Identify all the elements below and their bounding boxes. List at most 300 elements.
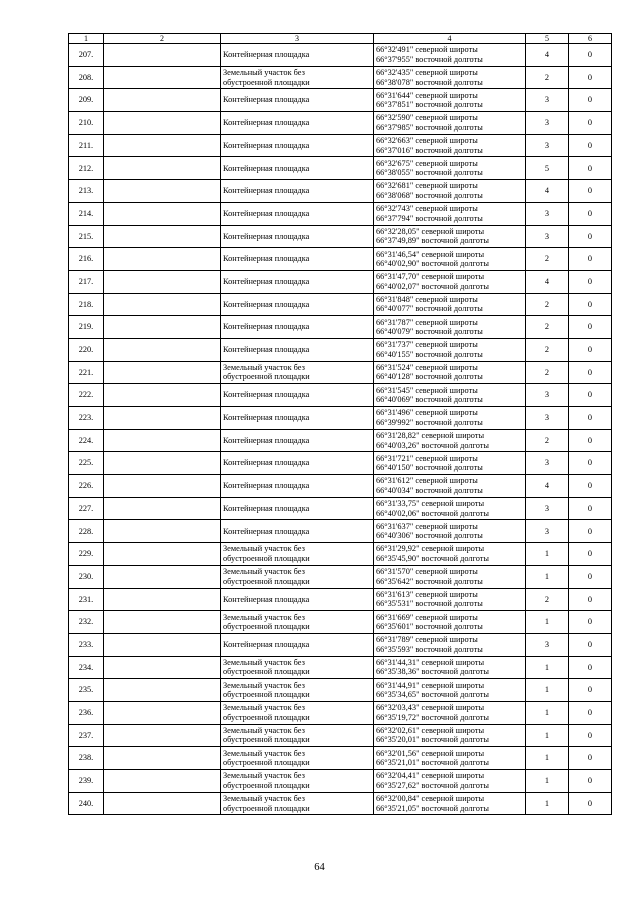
site-type-cell: [221, 270, 374, 293]
empty-cell: [104, 157, 221, 180]
table-row: [69, 452, 612, 475]
latitude-text: 66°31'545" северной широты: [376, 385, 478, 395]
table-row: [69, 407, 612, 430]
coordinates-cell: [374, 66, 526, 89]
empty-cell: [104, 543, 221, 566]
table-row: [69, 747, 612, 770]
table-row: [69, 679, 612, 702]
value-cell: 0: [569, 66, 612, 89]
site-type-line: Контейнерная площадка: [223, 231, 310, 241]
table-row: [69, 44, 612, 67]
coordinates-cell: [374, 701, 526, 724]
value-cell: 0: [569, 248, 612, 271]
longitude-text: 66°40'155" восточной долготы: [376, 349, 483, 359]
row-number-cell: 239.: [69, 770, 104, 793]
site-type-line: Контейнерная площадка: [223, 276, 310, 286]
site-type-cell: [221, 338, 374, 361]
longitude-text: 66°35'19,72" восточной долготы: [376, 712, 489, 722]
row-number-cell: 230.: [69, 565, 104, 588]
empty-cell: [104, 338, 221, 361]
longitude-text: 66°39'992" восточной долготы: [376, 417, 483, 427]
value-cell: 0: [569, 407, 612, 430]
site-type-cell: [221, 656, 374, 679]
value-cell: 0: [569, 157, 612, 180]
container-count-cell: 1: [526, 679, 569, 702]
latitude-text: 66°31'721" северной широты: [376, 453, 478, 463]
latitude-text: 66°31'848" северной широты: [376, 294, 478, 304]
site-type-line: Контейнерная площадка: [223, 95, 310, 105]
row-number-cell: 212.: [69, 157, 104, 180]
site-type-line: Контейнерная площадка: [223, 639, 310, 649]
table-row: [69, 701, 612, 724]
latitude-text: 66°31'44,91" северной широты: [376, 680, 485, 690]
value-cell: 0: [569, 112, 612, 135]
value-cell: 0: [569, 724, 612, 747]
empty-cell: [104, 316, 221, 339]
latitude-text: 66°31'737" северной широты: [376, 340, 478, 350]
empty-cell: [104, 792, 221, 815]
table-row: [69, 520, 612, 543]
table-row: [69, 202, 612, 225]
coordinates-cell: [374, 565, 526, 588]
value-cell: 0: [569, 701, 612, 724]
value-cell: 0: [569, 384, 612, 407]
container-count-cell: 1: [526, 724, 569, 747]
row-number-cell: 213.: [69, 180, 104, 203]
table-body: [69, 44, 612, 815]
site-type-line: Контейнерная площадка: [223, 458, 310, 468]
container-count-cell: 1: [526, 770, 569, 793]
site-type-cell: [221, 361, 374, 384]
empty-cell: [104, 202, 221, 225]
site-type-line: Контейнерная площадка: [223, 50, 310, 60]
container-count-cell: 3: [526, 112, 569, 135]
value-cell: 0: [569, 475, 612, 498]
container-count-cell: 5: [526, 157, 569, 180]
empty-cell: [104, 293, 221, 316]
container-count-cell: 2: [526, 588, 569, 611]
coordinates-cell: [374, 770, 526, 793]
longitude-text: 66°35'34,65" восточной долготы: [376, 690, 489, 700]
site-type-line: Земельный участок без: [223, 725, 305, 735]
row-number-cell: 208.: [69, 66, 104, 89]
container-count-cell: 4: [526, 180, 569, 203]
value-cell: 0: [569, 225, 612, 248]
value-cell: 0: [569, 565, 612, 588]
site-type-cell: [221, 180, 374, 203]
column-header-5: 5: [526, 34, 569, 44]
latitude-text: 66°31'570" северной широты: [376, 567, 478, 577]
coordinates-cell: [374, 452, 526, 475]
site-type-cell: [221, 89, 374, 112]
container-count-cell: 2: [526, 316, 569, 339]
site-type-cell: [221, 520, 374, 543]
coordinates-cell: [374, 338, 526, 361]
site-type-line: Земельный участок без: [223, 680, 305, 690]
site-type-cell: [221, 543, 374, 566]
longitude-text: 66°35'593" восточной долготы: [376, 644, 483, 654]
site-type-line: Земельный участок без: [223, 703, 305, 713]
latitude-text: 66°31'28,82" северной широты: [376, 431, 485, 441]
latitude-text: 66°32'04,41" северной широты: [376, 771, 485, 781]
table-row: [69, 157, 612, 180]
container-count-cell: 4: [526, 270, 569, 293]
longitude-text: 66°40'128" восточной долготы: [376, 372, 483, 382]
latitude-text: 66°32'590" северной широты: [376, 113, 478, 123]
latitude-text: 66°31'46,54" северной широты: [376, 249, 485, 259]
site-type-cell: [221, 770, 374, 793]
site-type-line: Контейнерная площадка: [223, 503, 310, 513]
latitude-text: 66°32'743" северной широты: [376, 204, 478, 214]
row-number-cell: 224.: [69, 429, 104, 452]
row-number-cell: 225.: [69, 452, 104, 475]
latitude-text: 66°31'644" северной широты: [376, 90, 478, 100]
coordinates-cell: [374, 44, 526, 67]
value-cell: 0: [569, 338, 612, 361]
longitude-text: 66°35'531" восточной долготы: [376, 599, 483, 609]
row-number-cell: 233.: [69, 633, 104, 656]
table-row: [69, 66, 612, 89]
site-type-line: Контейнерная площадка: [223, 186, 310, 196]
site-type-cell: [221, 134, 374, 157]
value-cell: 0: [569, 44, 612, 67]
latitude-text: 66°31'496" северной широты: [376, 408, 478, 418]
row-number-cell: 235.: [69, 679, 104, 702]
value-cell: 0: [569, 270, 612, 293]
table-row: [69, 429, 612, 452]
container-count-cell: 1: [526, 543, 569, 566]
site-type-cell: [221, 316, 374, 339]
container-count-cell: 2: [526, 338, 569, 361]
empty-cell: [104, 225, 221, 248]
table-row: [69, 225, 612, 248]
site-type-cell: [221, 225, 374, 248]
site-type-line: обустроенной площадки: [223, 758, 310, 768]
longitude-text: 66°40'079" восточной долготы: [376, 327, 483, 337]
latitude-text: 66°31'637" северной широты: [376, 521, 478, 531]
container-count-cell: 1: [526, 656, 569, 679]
site-type-line: Контейнерная площадка: [223, 526, 310, 536]
container-count-cell: 3: [526, 134, 569, 157]
column-header-4: 4: [374, 34, 526, 44]
site-type-line: обустроенной площадки: [223, 553, 310, 563]
site-type-cell: [221, 66, 374, 89]
empty-cell: [104, 656, 221, 679]
longitude-text: 66°37'016" восточной долготы: [376, 145, 483, 155]
coordinates-cell: [374, 270, 526, 293]
empty-cell: [104, 633, 221, 656]
container-count-cell: 2: [526, 361, 569, 384]
container-count-cell: 3: [526, 384, 569, 407]
latitude-text: 66°32'681" северной широты: [376, 181, 478, 191]
latitude-text: 66°32'491" северной широты: [376, 45, 478, 55]
coordinates-cell: [374, 89, 526, 112]
longitude-text: 66°37'794" восточной долготы: [376, 213, 483, 223]
longitude-text: 66°40'03,26" восточной долготы: [376, 440, 489, 450]
latitude-text: 66°31'47,70" северной широты: [376, 272, 485, 282]
empty-cell: [104, 89, 221, 112]
value-cell: 0: [569, 543, 612, 566]
coordinates-cell: [374, 316, 526, 339]
row-number-cell: 226.: [69, 475, 104, 498]
coordinates-cell: [374, 180, 526, 203]
site-type-line: Контейнерная площадка: [223, 594, 310, 604]
sites-table: [68, 33, 612, 815]
column-header-3: 3: [221, 34, 374, 44]
table-row: [69, 543, 612, 566]
table-row: [69, 724, 612, 747]
site-type-line: Контейнерная площадка: [223, 413, 310, 423]
site-type-line: Земельный участок без: [223, 748, 305, 758]
table-row: [69, 475, 612, 498]
site-type-line: обустроенной площадки: [223, 690, 310, 700]
latitude-text: 66°31'612" северной широты: [376, 476, 478, 486]
empty-cell: [104, 452, 221, 475]
value-cell: 0: [569, 497, 612, 520]
table-row: [69, 134, 612, 157]
empty-cell: [104, 724, 221, 747]
table-row: [69, 338, 612, 361]
site-type-line: обустроенной площадки: [223, 667, 310, 677]
empty-cell: [104, 770, 221, 793]
container-count-cell: 3: [526, 520, 569, 543]
value-cell: 0: [569, 202, 612, 225]
table-row: [69, 112, 612, 135]
latitude-text: 66°31'44,31" северной широты: [376, 657, 485, 667]
table-row: [69, 293, 612, 316]
empty-cell: [104, 407, 221, 430]
table-row: [69, 316, 612, 339]
container-count-cell: 3: [526, 202, 569, 225]
site-type-cell: [221, 202, 374, 225]
table-row: [69, 270, 612, 293]
container-count-cell: 1: [526, 792, 569, 815]
row-number-cell: 214.: [69, 202, 104, 225]
site-type-cell: [221, 679, 374, 702]
site-type-cell: [221, 44, 374, 67]
site-type-line: обустроенной площадки: [223, 735, 310, 745]
table-row: [69, 361, 612, 384]
site-type-line: Земельный участок без: [223, 567, 305, 577]
site-type-cell: [221, 429, 374, 452]
site-type-line: обустроенной площадки: [223, 712, 310, 722]
site-type-cell: [221, 452, 374, 475]
table-row: [69, 497, 612, 520]
row-number-cell: 240.: [69, 792, 104, 815]
empty-cell: [104, 112, 221, 135]
value-cell: 0: [569, 611, 612, 634]
longitude-text: 66°40'069" восточной долготы: [376, 395, 483, 405]
table-row: [69, 792, 612, 815]
table-row: [69, 770, 612, 793]
row-number-cell: 218.: [69, 293, 104, 316]
table-row: [69, 384, 612, 407]
container-count-cell: 3: [526, 497, 569, 520]
latitude-text: 66°31'787" северной широты: [376, 317, 478, 327]
coordinates-cell: [374, 679, 526, 702]
coordinates-cell: [374, 429, 526, 452]
row-number-cell: 220.: [69, 338, 104, 361]
site-type-cell: [221, 407, 374, 430]
site-type-line: Земельный участок без: [223, 657, 305, 667]
longitude-text: 66°35'45,90" восточной долготы: [376, 553, 489, 563]
site-type-line: обустроенной площадки: [223, 803, 310, 813]
empty-cell: [104, 588, 221, 611]
latitude-text: 66°31'524" северной широты: [376, 362, 478, 372]
empty-cell: [104, 384, 221, 407]
row-number-cell: 236.: [69, 701, 104, 724]
latitude-text: 66°31'29,92" северной широты: [376, 544, 485, 554]
site-type-line: Контейнерная площадка: [223, 481, 310, 491]
container-count-cell: 1: [526, 565, 569, 588]
value-cell: 0: [569, 452, 612, 475]
site-type-cell: [221, 475, 374, 498]
container-count-cell: 4: [526, 44, 569, 67]
site-type-line: Земельный участок без: [223, 362, 305, 372]
longitude-text: 66°40'077" восточной долготы: [376, 304, 483, 314]
row-number-cell: 222.: [69, 384, 104, 407]
site-type-cell: [221, 565, 374, 588]
column-header-1: 1: [69, 34, 104, 44]
row-number-cell: 228.: [69, 520, 104, 543]
value-cell: 0: [569, 588, 612, 611]
table-row: [69, 248, 612, 271]
empty-cell: [104, 747, 221, 770]
site-type-line: обустроенной площадки: [223, 576, 310, 586]
row-number-cell: 229.: [69, 543, 104, 566]
container-count-cell: 4: [526, 475, 569, 498]
empty-cell: [104, 248, 221, 271]
value-cell: 0: [569, 361, 612, 384]
site-type-cell: [221, 633, 374, 656]
value-cell: 0: [569, 747, 612, 770]
row-number-cell: 231.: [69, 588, 104, 611]
container-count-cell: 2: [526, 248, 569, 271]
site-type-cell: [221, 293, 374, 316]
longitude-text: 66°37'955" восточной долготы: [376, 54, 483, 64]
site-type-line: обустроенной площадки: [223, 77, 310, 87]
row-number-cell: 232.: [69, 611, 104, 634]
longitude-text: 66°35'38,36" восточной долготы: [376, 667, 489, 677]
empty-cell: [104, 611, 221, 634]
coordinates-cell: [374, 293, 526, 316]
site-type-cell: [221, 157, 374, 180]
site-type-line: Земельный участок без: [223, 612, 305, 622]
site-type-line: Контейнерная площадка: [223, 208, 310, 218]
coordinates-cell: [374, 792, 526, 815]
longitude-text: 66°35'642" восточной долготы: [376, 576, 483, 586]
site-type-line: Контейнерная площадка: [223, 118, 310, 128]
row-number-cell: 209.: [69, 89, 104, 112]
empty-cell: [104, 180, 221, 203]
table-row: [69, 633, 612, 656]
site-type-cell: [221, 724, 374, 747]
empty-cell: [104, 361, 221, 384]
value-cell: 0: [569, 180, 612, 203]
coordinates-cell: [374, 611, 526, 634]
empty-cell: [104, 520, 221, 543]
longitude-text: 66°40'306" восточной долготы: [376, 531, 483, 541]
site-type-cell: [221, 497, 374, 520]
site-type-line: Земельный участок без: [223, 771, 305, 781]
site-type-line: обустроенной площадки: [223, 372, 310, 382]
table-row: [69, 656, 612, 679]
coordinates-cell: [374, 475, 526, 498]
coordinates-cell: [374, 747, 526, 770]
container-count-cell: 3: [526, 452, 569, 475]
value-cell: 0: [569, 656, 612, 679]
site-type-line: Контейнерная площадка: [223, 390, 310, 400]
longitude-text: 66°35'21,01" восточной долготы: [376, 758, 489, 768]
empty-cell: [104, 429, 221, 452]
longitude-text: 66°37'49,89" восточной долготы: [376, 236, 489, 246]
row-number-cell: 238.: [69, 747, 104, 770]
site-type-cell: [221, 112, 374, 135]
empty-cell: [104, 66, 221, 89]
site-type-cell: [221, 701, 374, 724]
container-count-cell: 3: [526, 225, 569, 248]
table-header: [69, 34, 612, 44]
latitude-text: 66°32'02,61" северной широты: [376, 725, 485, 735]
container-count-cell: 1: [526, 747, 569, 770]
container-count-cell: 1: [526, 611, 569, 634]
page-number: 64: [314, 862, 325, 873]
table-row: [69, 565, 612, 588]
empty-cell: [104, 44, 221, 67]
container-count-cell: 2: [526, 293, 569, 316]
empty-cell: [104, 679, 221, 702]
site-type-line: Контейнерная площадка: [223, 254, 310, 264]
latitude-text: 66°32'01,56" северной широты: [376, 748, 485, 758]
site-type-cell: [221, 747, 374, 770]
longitude-text: 66°38'055" восточной долготы: [376, 168, 483, 178]
longitude-text: 66°40'02,90" восточной долготы: [376, 259, 489, 269]
coordinates-cell: [374, 157, 526, 180]
site-type-line: Контейнерная площадка: [223, 163, 310, 173]
container-count-cell: 3: [526, 407, 569, 430]
site-type-cell: [221, 248, 374, 271]
value-cell: 0: [569, 633, 612, 656]
row-number-cell: 219.: [69, 316, 104, 339]
site-type-cell: [221, 588, 374, 611]
site-type-line: Контейнерная площадка: [223, 299, 310, 309]
coordinates-cell: [374, 520, 526, 543]
latitude-text: 66°32'663" северной широты: [376, 136, 478, 146]
container-count-cell: 3: [526, 89, 569, 112]
site-type-cell: [221, 611, 374, 634]
coordinates-cell: [374, 497, 526, 520]
coordinates-cell: [374, 407, 526, 430]
value-cell: 0: [569, 679, 612, 702]
coordinates-cell: [374, 134, 526, 157]
table-row: [69, 89, 612, 112]
column-header-2: 2: [104, 34, 221, 44]
coordinates-cell: [374, 633, 526, 656]
coordinates-cell: [374, 202, 526, 225]
empty-cell: [104, 565, 221, 588]
value-cell: 0: [569, 316, 612, 339]
longitude-text: 66°40'034" восточной долготы: [376, 485, 483, 495]
longitude-text: 66°35'20,01" восточной долготы: [376, 735, 489, 745]
row-number-cell: 227.: [69, 497, 104, 520]
value-cell: 0: [569, 293, 612, 316]
longitude-text: 66°35'27,62" восточной долготы: [376, 780, 489, 790]
latitude-text: 66°31'669" северной широты: [376, 612, 478, 622]
latitude-text: 66°31'613" северной широты: [376, 589, 478, 599]
row-number-cell: 210.: [69, 112, 104, 135]
coordinates-cell: [374, 112, 526, 135]
longitude-text: 66°40'150" восточной долготы: [376, 463, 483, 473]
